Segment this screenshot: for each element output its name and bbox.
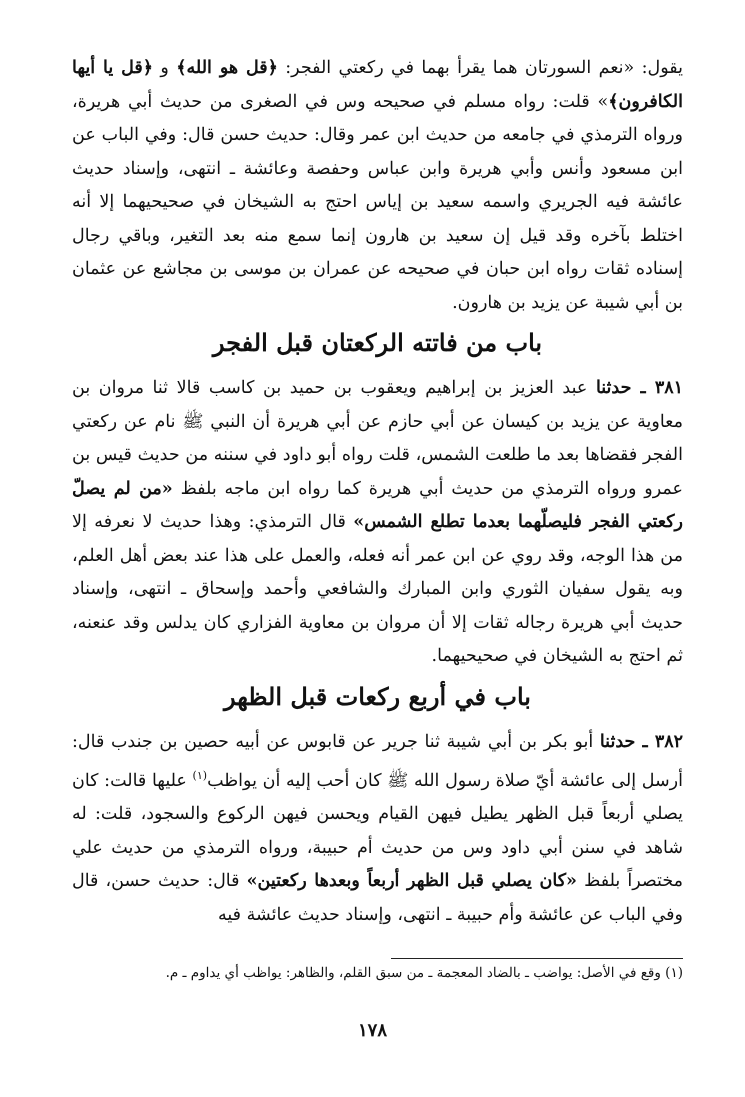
intro-paragraph [72,52,683,320]
haddathana-word: حدثنا [599,731,636,752]
conjunction: و [153,58,177,78]
hadith-text-a: عبد العزيز بن إبراهيم ويعقوب بن حميد بن كاسب قالا ثنا مروان بن معاوية عن يزيد بن كيسان عن أبي حازم عن أبي هريرة أن النبي ﷺ نام عن ركعتي الفجر فقضاها بعد ما طلعت الشمس، قلت رواه أبو داود في سننه من حديث قيس بن عمرو ورواه الترمذي من حديث أبي هريرة كما رواه ابن ماجه بلفظ [72,378,683,499]
hadith-text-b: قال الترمذي: وهذا حديث لا نعرفه إلا من هذا الوجه، وقد روي عن ابن عمر أنه فعله، والعمل على هذا عند بعض أهل العلم، وبه يقول سفيان الثوري وابن المبارك والشافعي وأحمد وإسحاق ـ انتهى، وإسناد حديث أبي هريرة رجاله ثقات إلا أن مروان بن معاوية الفزاري كان يدلس وقد عنعنه، ثم احتج به الشيخان في صحيحيهما. [72,512,683,666]
page-number: ١٧٨ [357,1020,387,1041]
hadith-text-c: قال: حديث حسن، قال وفي الباب عن عائشة وأم حبيبة ـ انتهى، وإسناد حديث عائشة فيه [72,871,683,925]
hadith-number: ٣٨١ [654,378,684,398]
quran-quote-1: ﴿قل هو الله﴾ [176,58,278,78]
haddathana-word: حدثنا [595,378,632,398]
quran-quote-2: ﴿قل يا أيها الكافرون﴾ [72,58,683,112]
intro-text-b: » قلت: رواه مسلم في صحيحه وس في الصغرى من حديث أبي هريرة، ورواه الترمذي في جامعه من حديث ابن عمر وقال: حديث حسن قال: وفي الباب عن ابن مسعود وأنس وأبي هريرة وابن عباس وحفصة وعائشة ـ انتهى، وإسناد حديث عائشة فيه الجريري واسمه سعيد بن إياس احتج به الشيخان في صحيحيهما إلا أنه اختلط بآخره وقد قيل إن سعيد بن هارون إنما سمع منه بعد التغير، وباقي رجال إسناده ثقات رواه ابن حبان في صحيحه عن عمران بن موسى بن مجاشع عن عثمان بن أبي شيبة عن يزيد بن هارون. [72,91,683,313]
hadith-quote: «من لم يصلّ ركعتي الفجر فليصلّهما بعدما تطلع الشمس» [72,478,684,532]
hadith-381 [72,372,683,674]
section-heading-1: باب من فاتته الركعتان قبل الفجر [212,328,543,357]
section-heading-2: باب في أربع ركعات قبل الظهر [224,681,531,711]
hadith-text-b: عليها قالت: كان يصلي أربعاً قبل الظهر يطيل فيهن القيام ويحسن فيهن الركوع والسجود، قلت: له شاهد في سنن أبي داود وس من حديث أم حبيبة، ورواه الترمذي من حديث علي مختصراً بلفظ [72,770,683,892]
hadith-dash: ـ [635,731,655,752]
hadith-dash: ـ [631,378,655,398]
footnote-reference: (١) [192,769,208,782]
hadith-text-a: أبو بكر بن أبي شيبة ثنا جرير عن قابوس عن أبيه حصين بن جندب قال: أرسل إلى عائشة أيّ صلاة رسول الله ﷺ كان أحب إليه أن يواظب [72,731,683,791]
footnote: (١) وقع في الأصل: يواضب ـ بالضاد المعجمة ـ من سبق القلم، والظاهر: يواظب أي يداوم ـ م. [165,965,683,981]
hadith-382 [72,726,683,933]
intro-text-a: يقول: «نعم السورتان هما يقرأ بهما في ركعتي الفجر: [277,58,684,78]
hadith-number: ٣٨٢ [654,731,684,752]
hadith-quote: «كان يصلي قبل الظهر أربعاً وبعدها ركعتين» [246,871,577,892]
footnote-divider [391,958,683,959]
